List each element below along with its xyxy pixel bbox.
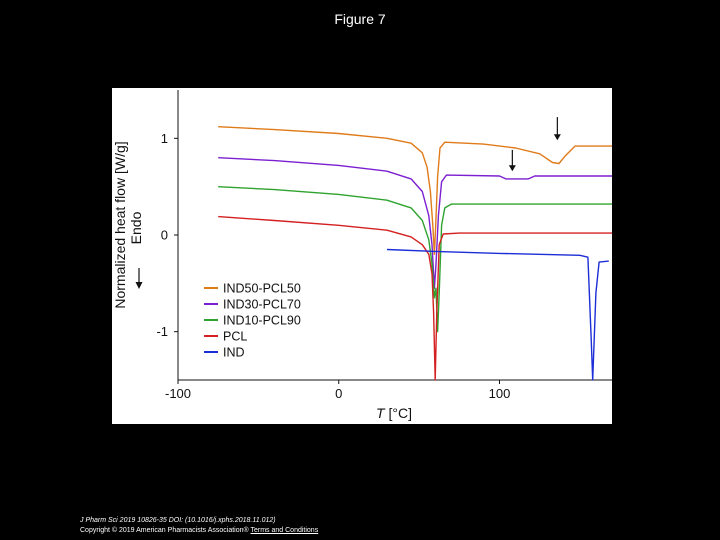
legend	[204, 282, 301, 360]
x-axis-label	[376, 405, 412, 421]
legend-label: IND50-PCL50	[223, 281, 301, 296]
x-axis-label-variable: T	[376, 405, 385, 421]
x-axis-label-unit: [°C]	[384, 405, 412, 421]
terms-link[interactable]: Terms and Conditions	[250, 527, 319, 534]
slide-title: Figure 7	[334, 11, 386, 27]
y-tick-label: -1	[156, 324, 168, 340]
annotation-arrow-head	[509, 165, 516, 171]
copyright-line	[80, 526, 318, 536]
figure-panel	[112, 88, 612, 424]
legend-label: IND10-PCL90	[223, 313, 301, 328]
x-tick-label: 0	[335, 386, 343, 401]
series-line-ind	[387, 250, 609, 381]
legend-label: IND	[223, 345, 245, 360]
citation-text: J Pharm Sci 2019 10826-35 DOI: (10.1016/j.xphs.2018.11.012)	[80, 517, 276, 524]
copyright-text: Copyright © 2019 American Pharmacists Association®	[80, 527, 251, 534]
endo-arrow-head	[136, 282, 143, 289]
footer	[80, 516, 318, 536]
y-tick-label: 0	[160, 227, 168, 243]
dsc-chart	[112, 88, 612, 424]
legend-label: PCL	[223, 329, 248, 344]
legend-label: IND30-PCL70	[223, 297, 301, 312]
endo-arrow	[136, 268, 143, 289]
y-axis-sublabel: Endo	[128, 211, 144, 245]
annotation-arrow-head	[554, 134, 561, 140]
y-tick-label: 1	[160, 130, 168, 146]
x-tick-label: 100	[488, 386, 511, 401]
y-axis-label: Normalized heat flow [W/g]	[112, 141, 128, 309]
ticks	[156, 131, 510, 401]
x-tick-label: -100	[164, 386, 192, 401]
series-layer	[218, 127, 612, 380]
series-line-ind30-pcl70	[218, 158, 612, 289]
